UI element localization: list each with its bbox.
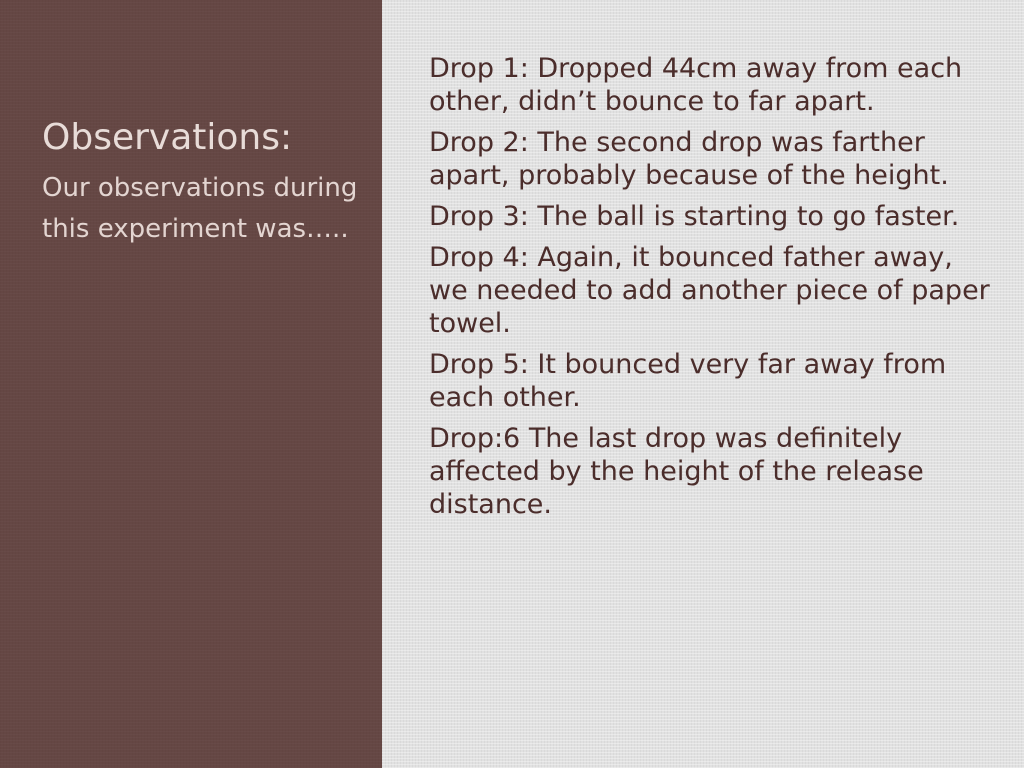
observation-drop-1: Drop 1: Dropped 44cm away from each other, didn’t bounce to far apart.	[429, 53, 963, 117]
observation-drop-6: Drop:6 The last drop was definitely affected by the height of the release distance.	[429, 423, 924, 520]
observation-drop-5: Drop 5: It bounced very far away from each other.	[429, 349, 947, 413]
observation-drop-2: Drop 2: The second drop was farther apart, probably because of the height.	[429, 127, 949, 191]
observation-drop-4: Drop 4: Again, it bounced father away, we needed to add another piece of paper towel.	[429, 242, 990, 339]
observations-list	[429, 52, 994, 521]
content-panel	[382, 0, 1024, 768]
slide-subtitle: Our observations during this experiment was…..	[42, 173, 358, 244]
observation-drop-3: Drop 3: The ball is starting to go faster.	[429, 201, 960, 232]
slide-title: Observations:	[42, 117, 293, 158]
title-panel	[0, 0, 382, 768]
